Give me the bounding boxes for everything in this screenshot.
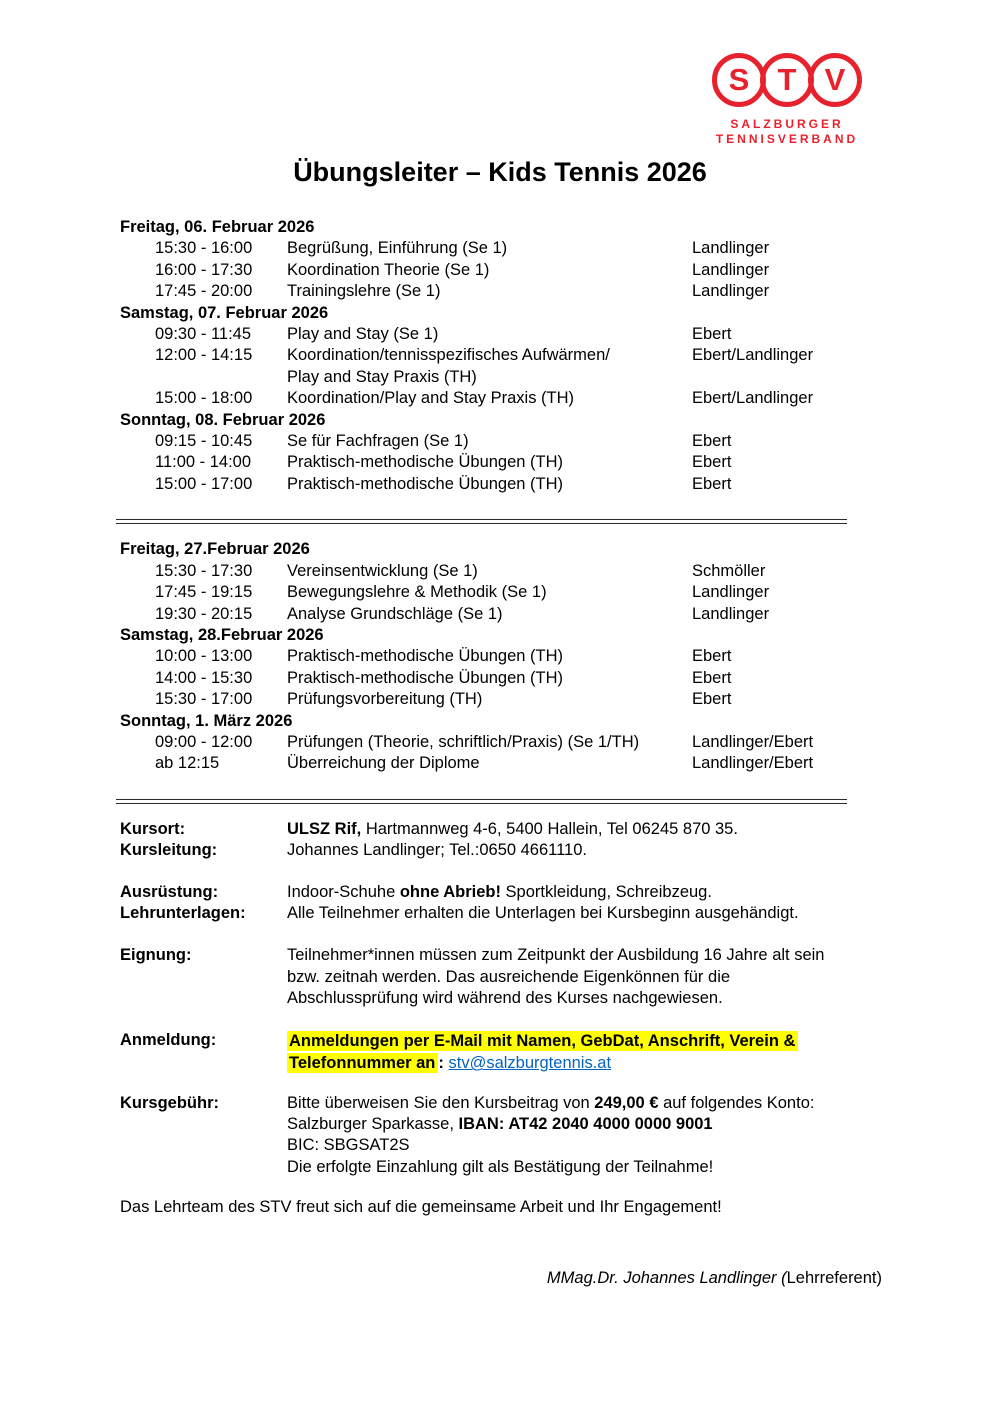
logo-ring-t — [760, 53, 814, 107]
time-cell: 09:15 - 10:45 — [155, 432, 253, 451]
kursgebuehr-value — [287, 1093, 860, 1179]
time-cell: 10:00 - 13:00 — [155, 647, 253, 666]
activity-cell: Koordination/Play and Stay Praxis (TH) — [287, 389, 575, 408]
instructor-cell: Ebert — [692, 474, 732, 493]
signature-role: Lehrreferent) — [786, 1268, 882, 1287]
instructor-cell: Landlinger — [692, 282, 770, 301]
schedule-row — [120, 474, 860, 495]
instructor-cell: Landlinger — [692, 260, 770, 279]
activity-cell: Praktisch-methodische Übungen (TH) — [287, 453, 564, 472]
instructor-cell: Ebert/Landlinger — [692, 389, 814, 408]
activity-cell: Praktisch-methodische Übungen (TH) — [287, 668, 564, 687]
schedule-row — [120, 431, 860, 452]
ausruestung-value-bold: ohne Abrieb! — [399, 882, 501, 901]
activity-cell: Trainingslehre (Se 1) — [287, 282, 441, 301]
schedule-block-2 — [120, 539, 860, 774]
time-cell: ab 12:15 — [155, 754, 220, 773]
logo-ring-v — [808, 53, 862, 107]
instructor-cell: Landlinger/Ebert — [692, 732, 814, 751]
activity-cell: Bewegungslehre & Methodik (Se 1) — [287, 583, 547, 602]
kursort-value — [287, 819, 860, 840]
section-divider — [116, 519, 847, 524]
instructor-cell: Ebert — [692, 325, 732, 344]
instructor-cell: Ebert/Landlinger — [692, 346, 814, 365]
schedule-row — [120, 324, 860, 345]
instructor-cell: Schmöller — [692, 561, 766, 580]
logo-line1: SALZBURGER — [730, 117, 844, 131]
time-cell: 14:00 - 15:30 — [155, 668, 253, 687]
time-cell: 15:30 - 17:30 — [155, 561, 253, 580]
section-divider — [116, 799, 847, 804]
ausruestung-value-rest: Sportkleidung, Schreibzeug. — [500, 882, 712, 901]
document-body — [120, 217, 882, 1289]
info-row-anmeldung — [120, 1030, 860, 1075]
logo-line2: TENNISVERBAND — [715, 132, 859, 146]
fee-line1-pre: Bitte überweisen Sie den Kursbeitrag von — [287, 1093, 595, 1112]
payment-note: Die erfolgte Einzahlung gilt als Bestätigung der Teilnahme! — [287, 1157, 714, 1176]
time-cell: 09:00 - 12:00 — [155, 732, 253, 751]
schedule-row — [120, 668, 860, 689]
activity-cell: Se für Fachfragen (Se 1) — [287, 432, 469, 451]
schedule-row — [120, 689, 860, 710]
logo-letter-s: S — [728, 62, 750, 97]
day-header: Sonntag, 08. Februar 2026 — [120, 410, 326, 429]
kursgebuehr-line-2 — [287, 1114, 860, 1135]
kursleitung-label: Kursleitung: — [120, 841, 218, 860]
ausruestung-label: Ausrüstung: — [120, 882, 219, 901]
activity-cell: Prüfungen (Theorie, schriftlich/Praxis) (Se 1/TH) — [287, 732, 640, 751]
signature-name: MMag.Dr. Johannes Landlinger ( — [546, 1268, 787, 1287]
logo-rings — [711, 53, 863, 107]
ausruestung-value — [287, 882, 860, 903]
logo-wordmark — [711, 117, 863, 147]
lehrunterlagen-label: Lehrunterlagen: — [120, 903, 246, 922]
time-cell: 19:30 - 20:15 — [155, 604, 253, 623]
activity-cell: Koordination Theorie (Se 1) — [287, 260, 490, 279]
schedule-row — [120, 646, 860, 667]
schedule-row — [120, 753, 860, 774]
stv-logo — [711, 53, 863, 147]
fee-amount: 249,00 € — [594, 1093, 659, 1112]
schedule-row — [120, 345, 860, 388]
info-row-kursort — [120, 819, 860, 840]
schedule-row — [120, 388, 860, 409]
signature — [120, 1268, 882, 1289]
time-cell: 17:45 - 20:00 — [155, 282, 253, 301]
instructor-cell: Ebert — [692, 668, 732, 687]
anmeldung-colon: : — [438, 1054, 449, 1073]
activity-cell — [287, 345, 692, 388]
activity-cell: Überreichung der Diplome — [287, 754, 480, 773]
info-row-kursleitung — [120, 840, 860, 861]
activity-line-1: Koordination/tennisspezifisches Aufwärmen/ — [287, 346, 610, 365]
instructor-cell: Ebert — [692, 432, 732, 451]
logo-ring-s — [712, 53, 766, 107]
anmeldung-label: Anmeldung: — [120, 1030, 217, 1049]
day-header: Samstag, 07. Februar 2026 — [120, 303, 329, 322]
day-header: Freitag, 27.Februar 2026 — [120, 540, 310, 559]
schedule-row — [120, 238, 860, 259]
kursgebuehr-line-1 — [287, 1093, 860, 1114]
logo-letter-v: V — [824, 62, 846, 97]
day-header: Freitag, 06. Februar 2026 — [120, 218, 315, 236]
activity-line-2: Play and Stay Praxis (TH) — [287, 367, 477, 386]
time-cell: 12:00 - 14:15 — [155, 346, 253, 365]
email-link[interactable]: stv@salzburgtennis.at — [448, 1054, 612, 1073]
activity-cell: Vereinsentwicklung (Se 1) — [287, 561, 478, 580]
activity-cell: Begrüßung, Einführung (Se 1) — [287, 239, 508, 258]
activity-cell: Praktisch-methodische Übungen (TH) — [287, 474, 564, 493]
instructor-cell: Landlinger — [692, 604, 770, 623]
schedule-row — [120, 582, 860, 603]
schedule-row — [120, 561, 860, 582]
schedule-row — [120, 604, 860, 625]
document-title: Übungsleiter – Kids Tennis 2026 — [293, 157, 707, 187]
time-cell: 15:00 - 17:00 — [155, 474, 253, 493]
info-row-eignung — [120, 945, 860, 1009]
kursleitung-value: Johannes Landlinger; Tel.:0650 4661110. — [287, 841, 587, 860]
logo-letter-t: T — [777, 62, 797, 97]
instructor-cell: Landlinger/Ebert — [692, 754, 814, 773]
schedule-row — [120, 281, 860, 302]
kursort-value-bold: ULSZ Rif, — [287, 819, 362, 838]
activity-cell: Praktisch-methodische Übungen (TH) — [287, 647, 564, 666]
activity-cell: Play and Stay (Se 1) — [287, 325, 439, 344]
fee-line1-rest: auf folgendes Konto: — [658, 1093, 815, 1112]
closing-line: Das Lehrteam des STV freut sich auf die gemeinsame Arbeit und Ihr Engagement! — [120, 1198, 722, 1217]
instructor-cell: Landlinger — [692, 239, 770, 258]
info-row-kursgebuehr — [120, 1093, 860, 1179]
bank-name: Salzburger Sparkasse, — [287, 1115, 459, 1133]
time-cell: 16:00 - 17:30 — [155, 260, 253, 279]
day-header: Sonntag, 1. März 2026 — [120, 711, 293, 730]
schedule-row — [120, 732, 860, 753]
schedule-row — [120, 260, 860, 281]
instructor-cell: Landlinger — [692, 583, 770, 602]
time-cell: 11:00 - 14:00 — [155, 453, 252, 472]
activity-cell: Analyse Grundschläge (Se 1) — [287, 604, 503, 623]
time-cell: 15:00 - 18:00 — [155, 389, 253, 408]
activity-cell: Prüfungsvorbereitung (TH) — [287, 690, 483, 709]
time-cell: 17:45 - 19:15 — [155, 583, 253, 602]
kursort-value-rest: Hartmannweg 4-6, 5400 Hallein, Tel 06245 870 35. — [361, 819, 738, 838]
kursgebuehr-label: Kursgebühr: — [120, 1093, 219, 1112]
time-cell: 15:30 - 17:00 — [155, 690, 253, 709]
info-row-lehrunterlagen — [120, 903, 860, 924]
eignung-label: Eignung: — [120, 946, 192, 965]
kursort-label: Kursort: — [120, 819, 186, 838]
iban: IBAN: AT42 2040 4000 0000 9001 — [458, 1115, 713, 1133]
schedule-block-1 — [120, 217, 860, 495]
instructor-cell: Ebert — [692, 690, 732, 709]
anmeldung-value — [287, 1030, 860, 1075]
bic: BIC: SBGSAT2S — [287, 1136, 410, 1155]
lehrunterlagen-value: Alle Teilnehmer erhalten die Unterlagen bei Kursbeginn ausgehändigt. — [287, 903, 799, 922]
anmeldung-highlight-2: Telefonnummer an — [287, 1053, 438, 1073]
time-cell: 15:30 - 16:00 — [155, 239, 253, 258]
ausruestung-value-pre: Indoor-Schuhe — [287, 882, 400, 901]
info-row-ausruestung — [120, 882, 860, 903]
instructor-cell: Ebert — [692, 453, 732, 472]
anmeldung-highlight-1: Anmeldungen per E-Mail mit Namen, GebDat, Anschrift, Verein & — [287, 1031, 798, 1051]
day-header: Samstag, 28.Februar 2026 — [120, 625, 324, 644]
eignung-value: Teilnehmer*innen müssen zum Zeitpunkt der Ausbildung 16 Jahre alt sein bzw. zeitnah werden. Das ausreichende Eigenkönnen für die Abschlussprüfung wird während des Kurses nachgewiesen. — [287, 946, 825, 1008]
instructor-cell: Ebert — [692, 647, 732, 666]
time-cell: 09:30 - 11:45 — [155, 325, 252, 344]
anmeldung-line-1 — [287, 1030, 860, 1053]
schedule-row — [120, 452, 860, 473]
anmeldung-line-2 — [287, 1052, 860, 1075]
